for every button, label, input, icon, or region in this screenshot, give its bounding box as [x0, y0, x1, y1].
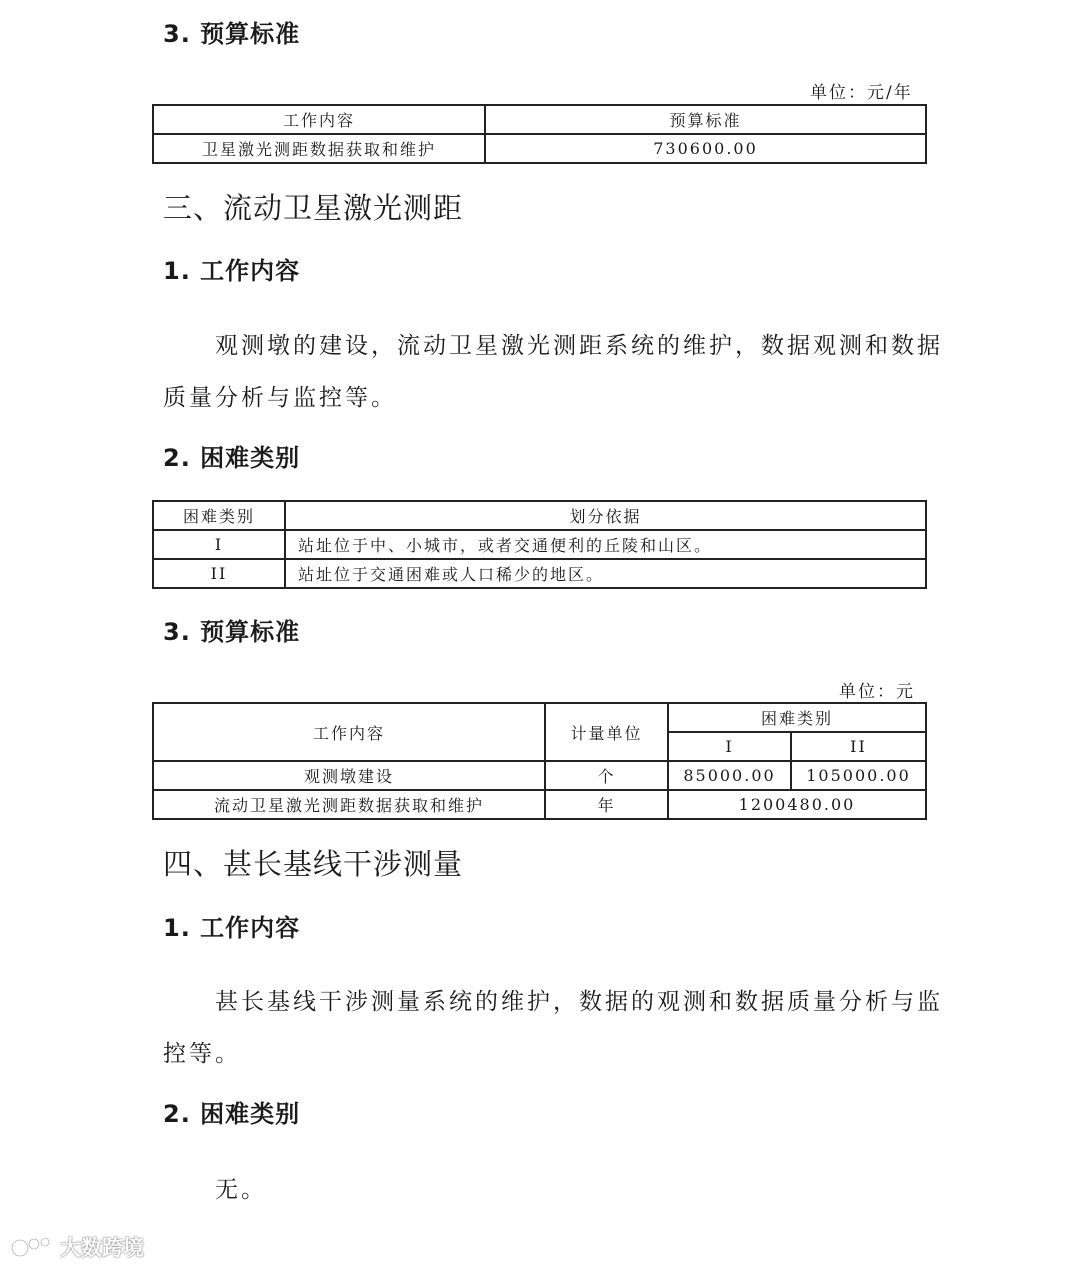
section3-difficulty-heading: 2. 困难类别: [163, 444, 301, 472]
watermark-text: 大数跨境: [60, 1236, 144, 1260]
table-row: [153, 559, 926, 588]
section3-work-paragraph: [163, 320, 943, 424]
table-cell: 卫星激光测距数据获取和维护: [153, 134, 485, 163]
table-cell: 85000.00: [668, 761, 791, 790]
table-row: [153, 761, 926, 790]
table-cell: 1200480.00: [668, 790, 926, 819]
table-cell: II: [153, 559, 285, 588]
table-cell: 站址位于交通困难或人口稀少的地区。: [285, 559, 926, 588]
section-top-heading: 3. 预算标准: [163, 20, 301, 48]
section3-budget-heading: 3. 预算标准: [163, 618, 301, 646]
table-header-cell: 工作内容: [153, 105, 485, 134]
table-header-cell: I: [668, 732, 791, 761]
section4-title: 四、甚长基线干涉测量: [163, 847, 464, 881]
paragraph-line: 观测墩的建设，流动卫星激光测距系统的维护，数据观测和数据: [215, 333, 943, 359]
unit-label: 单位：元: [839, 682, 915, 702]
table-cell: 流动卫星激光测距数据获取和维护: [153, 790, 545, 819]
table-header-cell: 划分依据: [285, 501, 926, 530]
table-cell: 站址位于中、小城市，或者交通便利的丘陵和山区。: [285, 530, 926, 559]
section3-work-heading: 1. 工作内容: [163, 257, 301, 285]
budget-table-top: [152, 104, 927, 164]
table-header-row: [153, 105, 926, 134]
section4-difficulty-heading: 2. 困难类别: [163, 1100, 301, 1128]
table-row: [153, 530, 926, 559]
paragraph-line: 甚长基线干涉测量系统的维护，数据的观测和数据质量分析与监: [215, 989, 943, 1015]
brand-logo-icon: [10, 1234, 52, 1260]
table-header-cell: 计量单位: [545, 703, 668, 761]
table-header-cell: 预算标准: [485, 105, 926, 134]
table-row: [153, 134, 926, 163]
table-cell: 730600.00: [485, 134, 926, 163]
table-header-cell: 困难类别: [153, 501, 285, 530]
section4-work-heading: 1. 工作内容: [163, 914, 301, 942]
table-row: [153, 790, 926, 819]
table-cell: 个: [545, 761, 668, 790]
table-header-cell: II: [791, 732, 926, 761]
table-cell: 105000.00: [791, 761, 926, 790]
watermark: [10, 1232, 144, 1262]
section3-title: 三、流动卫星激光测距: [163, 191, 464, 225]
table-header-cell: 困难类别: [668, 703, 926, 732]
section4-work-paragraph: [163, 976, 943, 1080]
budget-table: [152, 702, 927, 820]
unit-label-top: 单位：元/年: [810, 83, 913, 103]
paragraph-line: 质量分析与监控等。: [163, 385, 397, 411]
difficulty-table: [152, 500, 927, 589]
table-cell: 年: [545, 790, 668, 819]
table-cell: 观测墩建设: [153, 761, 545, 790]
table-header-cell: 工作内容: [153, 703, 545, 761]
paragraph-line: 控等。: [163, 1041, 241, 1067]
table-cell: I: [153, 530, 285, 559]
section4-difficulty-text: 无。: [215, 1177, 267, 1203]
table-header-row: [153, 703, 926, 732]
table-header-row: [153, 501, 926, 530]
